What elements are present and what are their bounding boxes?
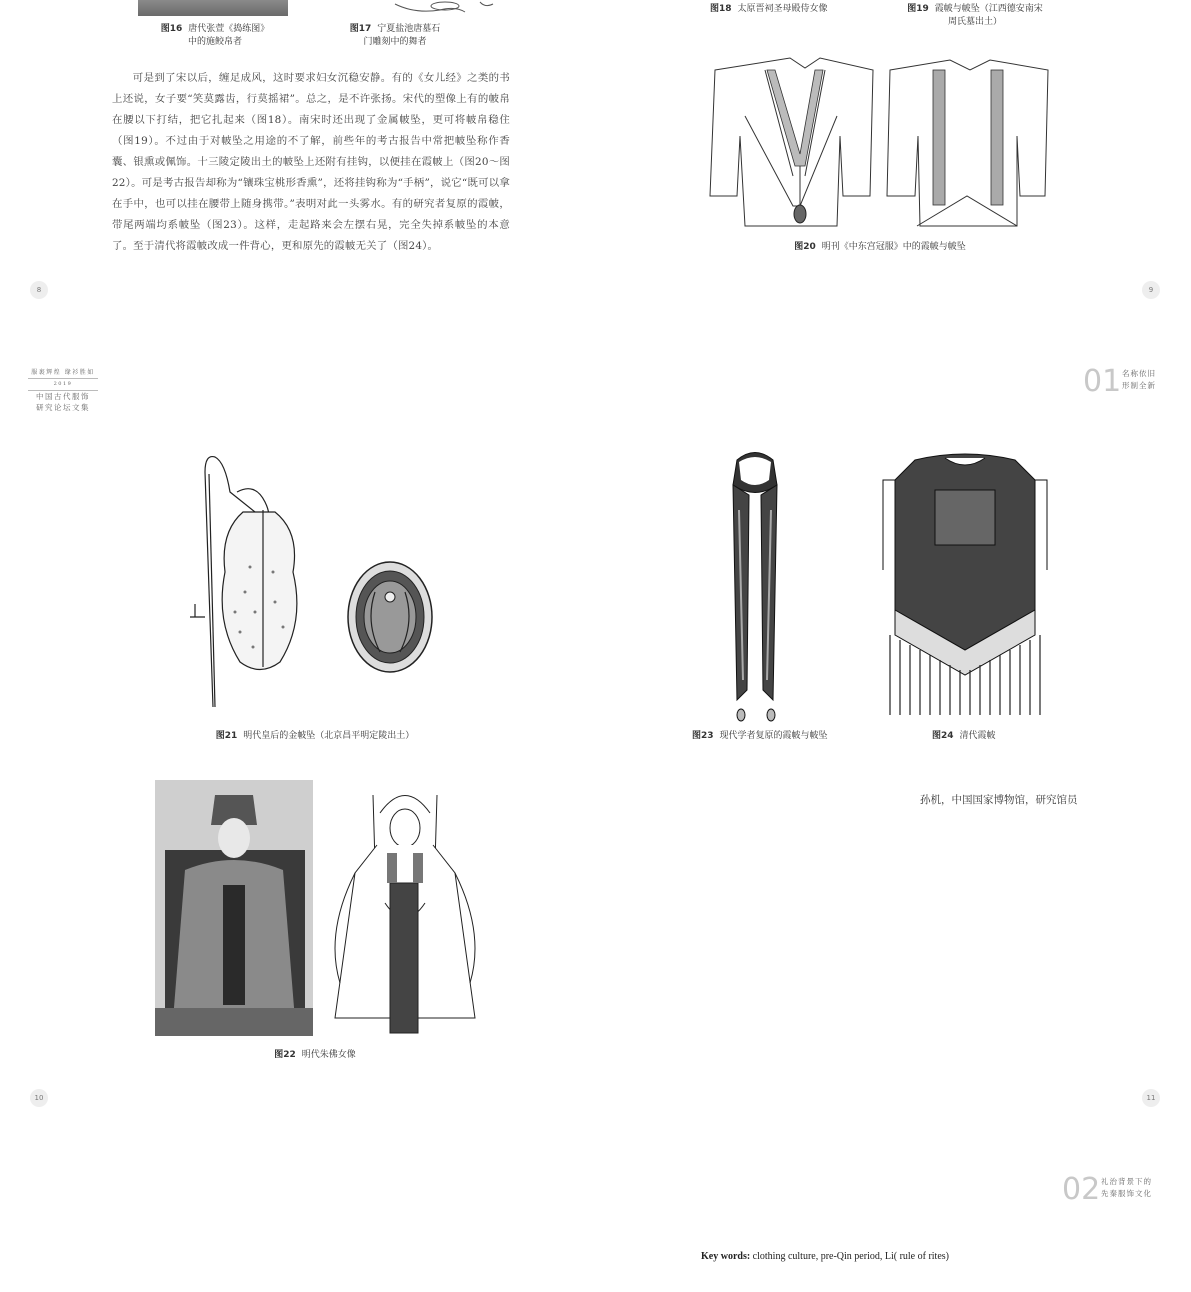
figure-19-caption: 图19 霞帔与帔坠（江西德安南宋 周氏墓出土） [907,4,1043,27]
page-number-10: 10 [30,1089,48,1107]
figure-21-caption: 图21 明代皇后的金帔坠（北京昌平明定陵出土） [215,731,415,741]
figure-17-caption: 图17 宁夏盐池唐墓石 门雕刻中的舞者 [349,24,441,47]
figure-22-line-drawing [325,783,485,1038]
figure-23-caption: 图23 现代学者复原的霞帔与帔坠 [692,731,828,741]
figure-20-caption: 图20 明刊《中东宫冠服》中的霞帔与帔坠 [794,242,966,252]
figure-20-robe-drawings [705,56,1055,236]
figure-23-xiapei-drawing [725,450,785,725]
section-number-01: 01 [1083,364,1122,399]
keywords-line: Key words: clothing culture, pre-Qin period, Li( rule of rites) [701,1251,949,1262]
figure-22-portrait-photo [155,780,313,1036]
figure-22-caption: 图22 明代朱佛女像 [274,1050,356,1060]
figure-24-caption: 图24 清代霞帔 [932,731,996,741]
section-title-02: 礼治背景下的 先秦服饰文化 [1101,1177,1152,1198]
figure-18-caption: 图18 太原晋祠圣母殿侍女像 [710,4,828,14]
running-head: 服裹辉煌 缘衫胜如 2019 中国古代服饰 研究论坛文集 [28,367,98,413]
section-number-02: 02 [1062,1172,1101,1207]
body-paragraph: 可是到了宋以后，缠足成风，这时要求妇女沉稳安静。有的《女儿经》之类的书上还说，女子要“笑莫露齿，行莫摇裙”。总之，是不许张扬。宋代的塑像上有的帔帛在腰以下打结，把它扎起来（图18）。南宋时还出现了金属帔坠，更可将帔帛稳住（图19）。不过由于对帔坠之用途的不了解，前些年的考古报告中常把帔坠称作香囊、银熏或佩饰。十三陵定陵出土的帔坠上还附有挂钩，以便挂在霞帔上（图20～图22）。可是考古报告却称为“镶珠宝桃形香熏”，还将挂钩称为“手柄”，说它“既可以拿在手中，也可以挂在腰带上随身携带。”表明对此一头雾水。有的研究者复原的霞帔，带尾两端均系帔坠（图23）。这样，走起路来会左摆右晃，完全失掉系帔坠的本意了。至于清代将霞帔改成一件背心，更和原先的霞帔无关了（图24）。 [112,72,510,252]
figure-16-image [138,0,288,16]
author-note: 孙机，中国国家博物馆，研究馆员 [920,794,1078,806]
figure-16-caption: 图16 唐代张萱《捣练图》 中的施鲛帛者 [160,24,270,47]
page-number-9: 9 [1142,281,1160,299]
figure-24-qing-vest-drawing [875,450,1055,725]
figure-21-pendant-drawings [185,452,445,722]
page-number-8: 8 [30,281,48,299]
page-number-11: 11 [1142,1089,1160,1107]
section-title-01: 名称依旧 形制全新 [1122,369,1156,390]
figure-17-image [385,0,495,16]
